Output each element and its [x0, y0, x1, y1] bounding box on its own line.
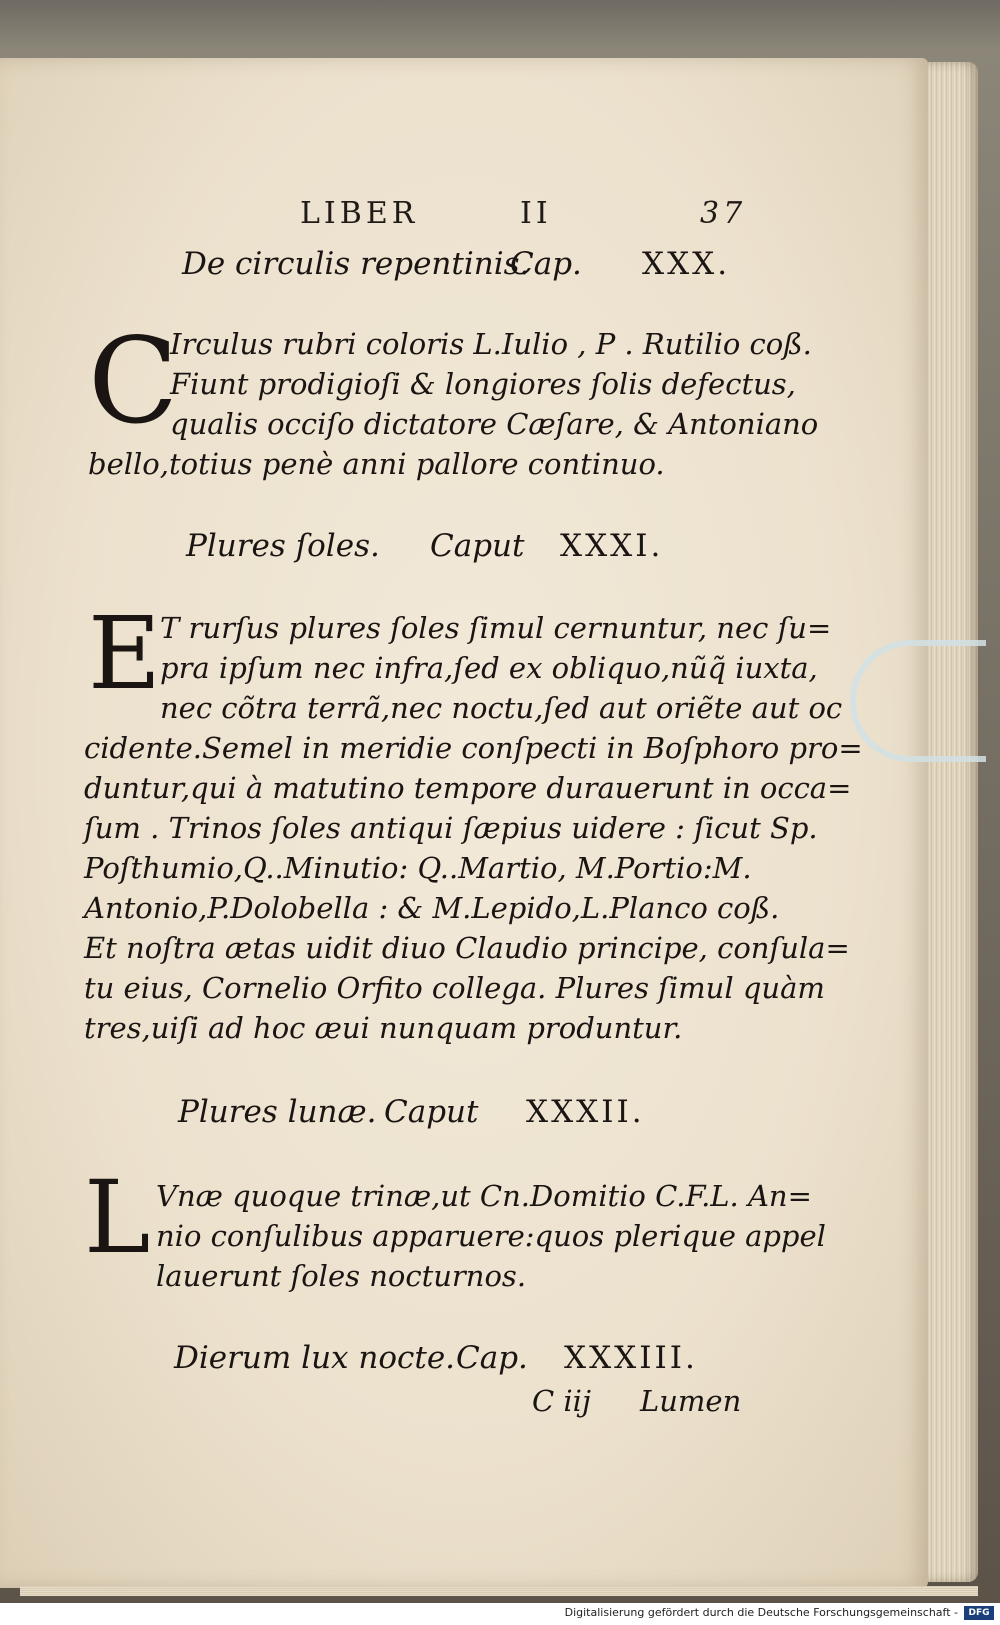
page-edges: [928, 62, 978, 1582]
page-edges-bottom: [20, 1586, 978, 1596]
paragraph: [0, 1176, 928, 1306]
drop-cap: C: [88, 312, 179, 450]
chapter-heading-xxx: [0, 246, 928, 290]
chapter-number: XXXI.: [560, 528, 664, 564]
chapter-number: XXX.: [642, 246, 731, 282]
running-header: [0, 196, 928, 236]
chapter-number: XXXII.: [526, 1094, 645, 1130]
chapter-cap-label: Caput: [384, 1094, 479, 1130]
page-footer: [0, 1384, 928, 1424]
paragraph: [0, 312, 928, 494]
text-line: cidente.Semel in meridie conſpecti in Boſphoro pro=: [84, 731, 863, 765]
header-book-number: II: [520, 196, 552, 231]
text-line: Irculus rubri coloris L.Iulio , P . Rutilio coß.: [170, 327, 812, 361]
text-line: Fiunt prodigioſi & longiores ſolis defectus,: [170, 367, 796, 401]
chapter-number: XXXIII.: [564, 1340, 698, 1376]
signature-mark: C iij: [532, 1384, 591, 1418]
text-line: Poſthumio,Q..Minutio: Q..Martio, M.Portio:M.: [84, 851, 752, 885]
chapter-title: Plures ſoles.: [186, 528, 380, 564]
chapter-cap-label: Caput: [430, 528, 525, 564]
chapter-heading-xxxiii: [0, 1340, 928, 1384]
dfg-logo: DFG: [964, 1606, 994, 1620]
text-line: nio conſulibus apparuere:quos plerique appel: [156, 1219, 826, 1253]
chapter-heading-xxxi: [0, 528, 928, 572]
chapter-cap-label: Cap.: [456, 1340, 528, 1376]
header-liber: LIBER: [300, 196, 419, 231]
chapter-title: Dierum lux nocte.: [174, 1340, 456, 1376]
page-number: 37: [700, 196, 747, 231]
chapter-heading-xxxii: [0, 1094, 928, 1138]
text-line: Vnæ quoque trinæ,ut Cn.Domitio C.F.L. An=: [156, 1179, 812, 1213]
text-line: qualis occiſo dictatore Cæſare, & Antoniano: [170, 407, 819, 441]
text-line: tres,uiſi ad hoc æui nunquam produntur.: [84, 1011, 683, 1045]
text-line: nec cõtra terrã,nec noctu,ſed aut oriẽte aut oc: [160, 691, 843, 725]
digitization-banner: [0, 1603, 1000, 1625]
text-line: pra ipſum nec infra,ſed ex obliquo,nũq̃ iuxta,: [160, 651, 818, 685]
paragraph: [0, 608, 928, 1058]
text-line: tu eius, Cornelio Orfito collega. Plures ſimul quàm: [84, 971, 825, 1005]
text-line: T rurſus plures ſoles ſimul cernuntur, nec ſu=: [160, 611, 832, 645]
chapter-title: Plures lunæ.: [178, 1094, 377, 1130]
drop-cap: L: [84, 1159, 151, 1276]
chapter-title: De circulis repentinis.: [182, 246, 530, 282]
drop-cap: E: [88, 595, 161, 712]
catchword: Lumen: [640, 1384, 742, 1418]
text-line: lauerunt ſoles nocturnos.: [156, 1259, 527, 1293]
chapter-cap-label: Cap.: [510, 246, 582, 282]
text-line: bello,totius penè anni pallore continuo.: [88, 447, 665, 481]
text-line: Antonio,P.Dolobella : & M.Lepido,L.Planco coß.: [84, 891, 780, 925]
text-line: duntur,qui à matutino tempore durauerunt in occa=: [84, 771, 852, 805]
digitization-notice: Digitalisierung gefördert durch die Deutsche Forschungsgemeinschaft -: [564, 1606, 958, 1619]
text-line: Et noſtra ætas uidit diuo Claudio principe, conſula=: [84, 931, 850, 965]
text-line: ſum . Trinos ſoles antiqui ſæpius uidere : ſicut Sp.: [84, 811, 818, 845]
